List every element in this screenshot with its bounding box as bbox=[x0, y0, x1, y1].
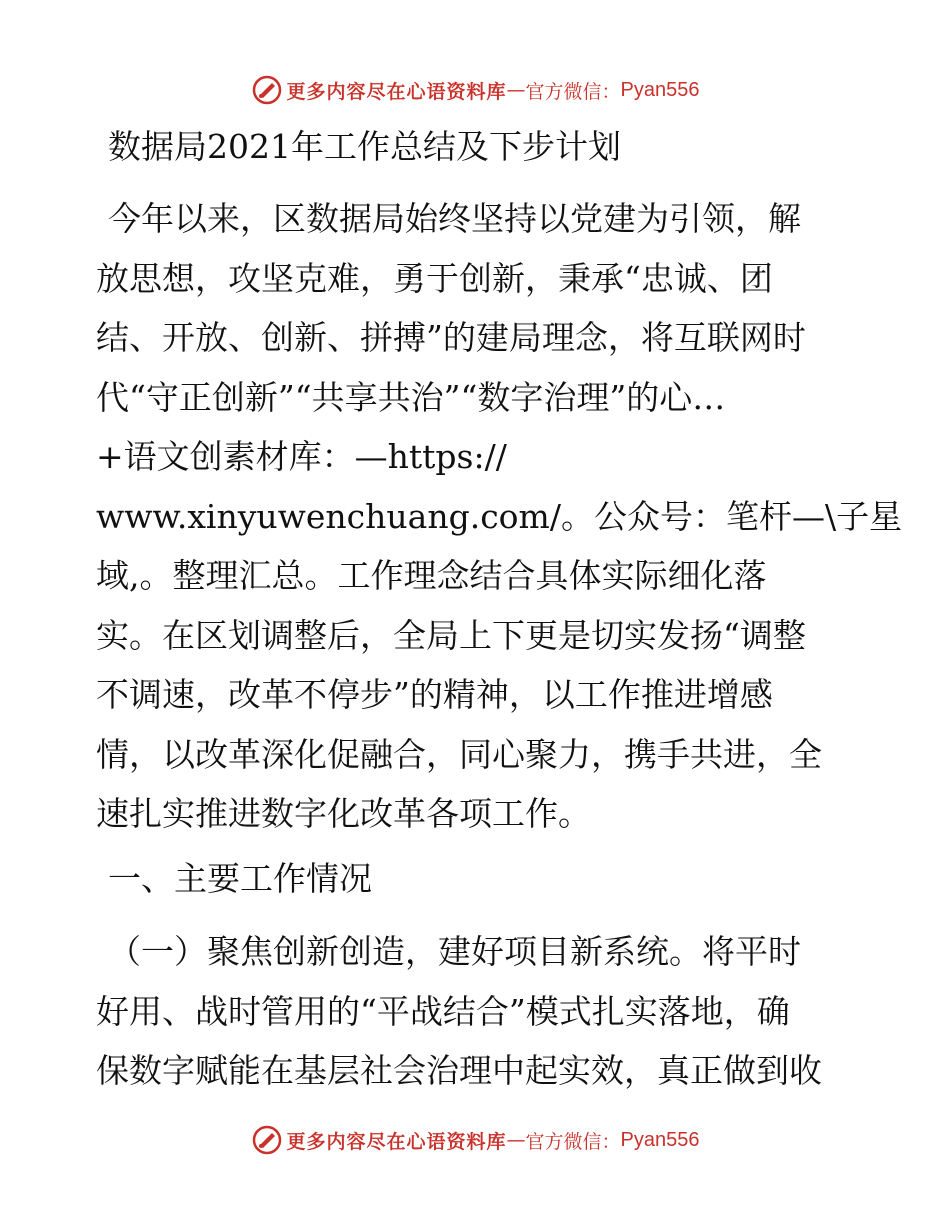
paragraph-line: 好用、战时管用的“平战结合”模式扎实落地，确 bbox=[96, 991, 790, 1031]
watermark-dash: — bbox=[506, 79, 526, 101]
paragraph-line: 情，以改革深化促融合，同心聚力，携手共进，全 bbox=[96, 734, 822, 774]
watermark-wechat-label: 官方微信： bbox=[525, 1130, 621, 1153]
paragraph-line: 今年以来，区数据局始终坚持以党建为引领，解 bbox=[108, 199, 801, 238]
paragraph-line: 代“守正创新”“共享共治”“数字治理”的心… bbox=[96, 377, 726, 417]
paragraph-line: 实。在区划调整后，全局上下更是切实发扬“调整 bbox=[96, 615, 806, 655]
paragraph-line: 域,。整理汇总。工作理念结合具体实际细化落 bbox=[96, 556, 767, 595]
watermark-brand-text: 更多内容尽在心语资料库 bbox=[286, 1130, 507, 1153]
section-paragraph bbox=[96, 922, 856, 1101]
section-heading: 一、主要工作情况 bbox=[108, 859, 372, 898]
paragraph-line: 速扎实推进数字化改革各项工作。 bbox=[96, 794, 591, 833]
paragraph-line: +语文创素材库：—https:// bbox=[96, 437, 507, 476]
paragraph-line: www.xinyuwenchuang.com/。公众号：笔杆—\子星 bbox=[96, 496, 903, 536]
paragraph-line: 结、开放、创新、拼搏”的建局理念，将互联网时 bbox=[96, 318, 806, 357]
watermark-wechat-id: Pyan556 bbox=[620, 1128, 700, 1151]
intro-paragraph bbox=[96, 189, 903, 844]
watermark-wechat-id: Pyan556 bbox=[620, 78, 700, 101]
paragraph-line: 保数字赋能在基层社会治理中起实效，真正做到收 bbox=[96, 1051, 822, 1090]
paragraph-line: （一）聚焦创新创造，建好项目新系统。将平时 bbox=[108, 932, 801, 971]
watermark-dash: — bbox=[506, 1129, 526, 1151]
brand-logo-icon bbox=[251, 74, 283, 106]
paragraph-line: 放思想，攻坚克难，勇于创新，秉承“忠诚、团 bbox=[96, 258, 773, 298]
watermark-wechat-label: 官方微信： bbox=[525, 80, 621, 103]
watermark-banner-bottom bbox=[0, 1120, 950, 1160]
document-title: 数据局2021年工作总结及下步计划 bbox=[108, 127, 621, 166]
watermark-banner-top bbox=[0, 70, 950, 110]
watermark-brand-text: 更多内容尽在心语资料库 bbox=[286, 80, 507, 103]
brand-logo-icon bbox=[251, 1124, 283, 1156]
paragraph-line: 不调速，改革不停步”的精神，以工作推进增感 bbox=[96, 675, 773, 714]
